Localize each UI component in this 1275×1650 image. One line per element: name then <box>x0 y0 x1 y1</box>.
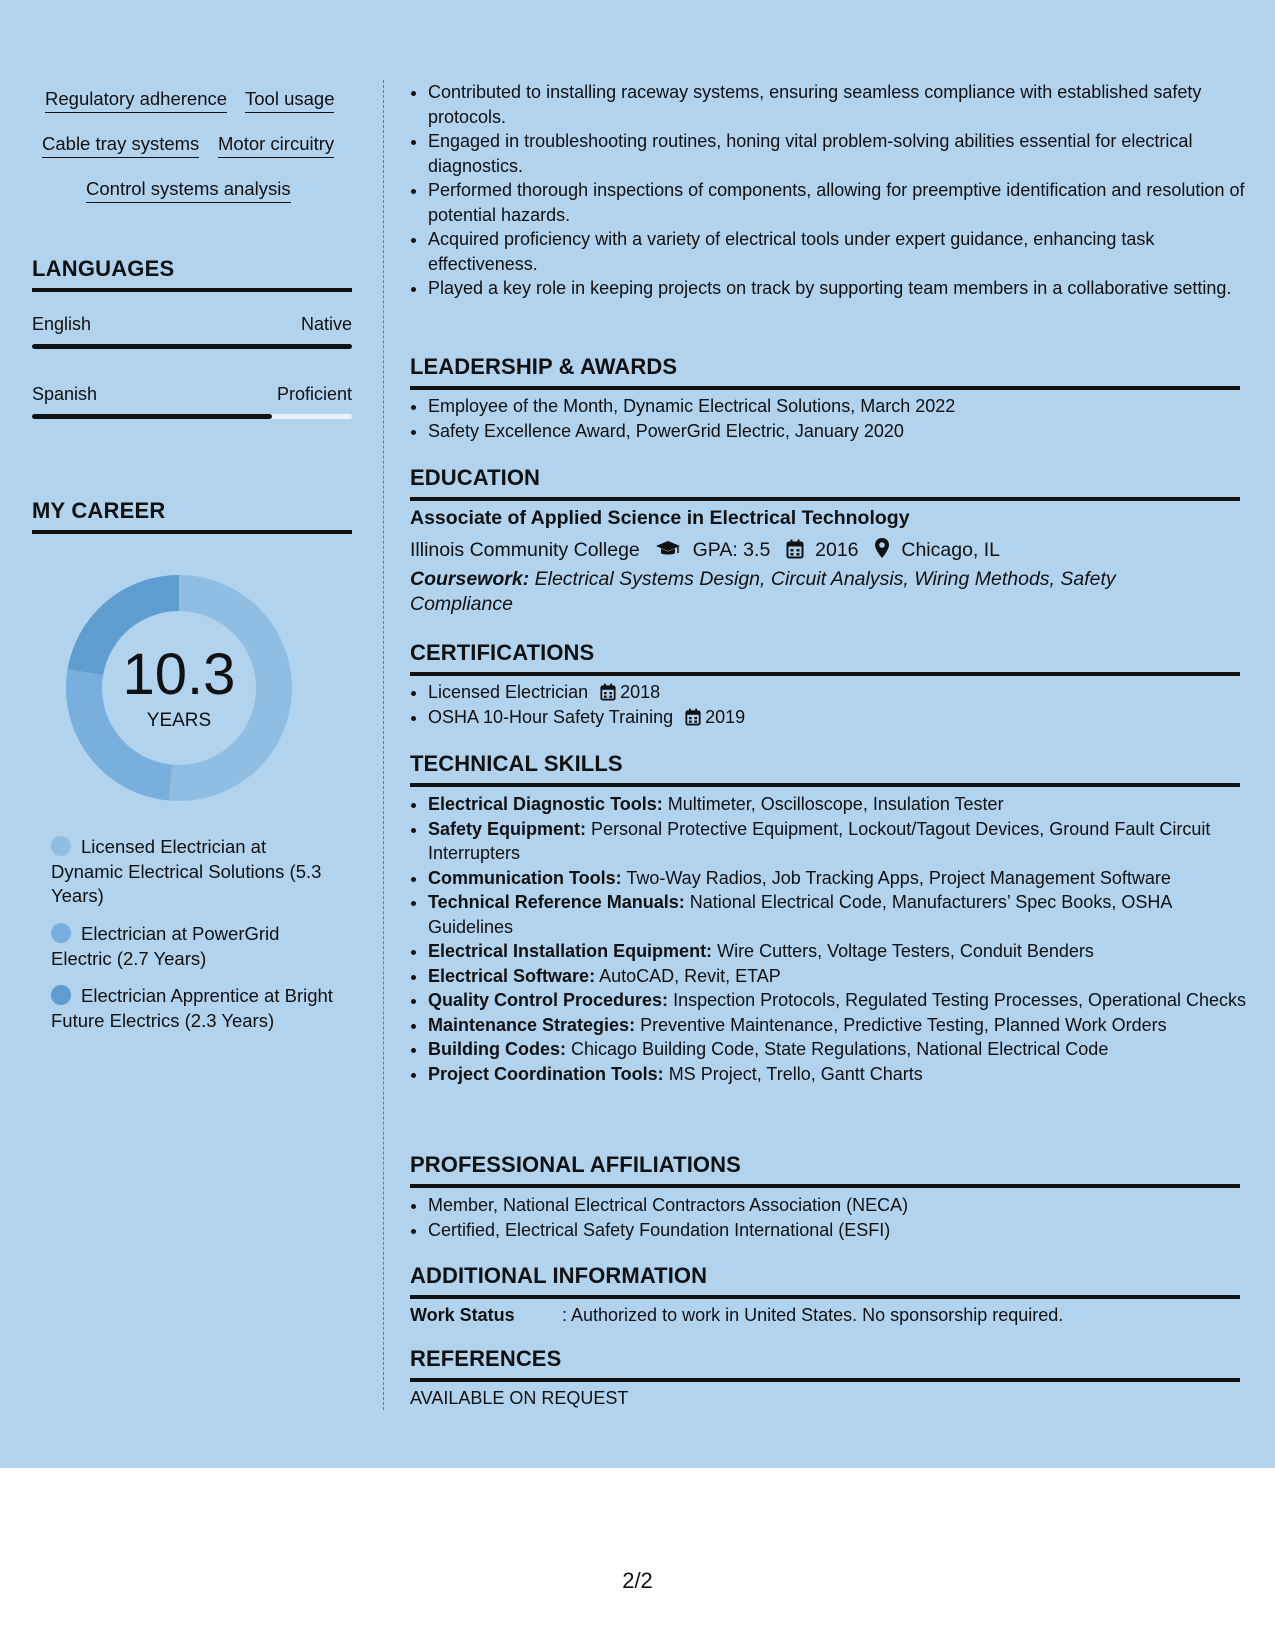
list-item <box>428 817 1258 866</box>
references-text: AVAILABLE ON REQUEST <box>410 1388 629 1408</box>
list-item: • Member, National Electrical Contractors Association (NECA) <box>428 1193 1258 1218</box>
skill-category: Electrical Diagnostic Tools: <box>428 794 663 814</box>
list-item <box>428 1013 1258 1038</box>
skill-tag: Cable tray systems <box>42 133 199 158</box>
legend-dot <box>51 836 71 856</box>
list-item <box>428 1037 1258 1062</box>
skill-values: Preventive Maintenance, Predictive Testing, Planned Work Orders <box>640 1014 1167 1035</box>
graduation-cap-icon <box>655 539 681 559</box>
affiliations-list <box>410 1193 1258 1242</box>
references-title: REFERENCES <box>410 1346 1240 1382</box>
education-meta <box>410 537 1000 562</box>
language-bar-fill <box>32 414 272 419</box>
certification-year: 2018 <box>620 682 661 702</box>
calendar-icon <box>600 683 616 701</box>
skill-values: Two-Way Radios, Job Tracking Apps, Project Management Software <box>626 867 1171 888</box>
skill-values: Personal Protective Equipment, Lockout/Tagout Devices, Ground Fault Circuit Interrupters <box>428 818 1211 863</box>
coursework-text: Electrical Systems Design, Circuit Analysis, Wiring Methods, Safety Compliance <box>410 568 1116 615</box>
list-item <box>428 866 1258 891</box>
leadership-title: LEADERSHIP & AWARDS <box>410 354 1240 390</box>
career-legend-label: Electrician Apprentice at Bright Future Electrics (2.3 Years) <box>51 985 333 1031</box>
leadership-list <box>410 394 1258 443</box>
list-item <box>428 890 1258 939</box>
skill-tag: Control systems analysis <box>86 178 291 203</box>
coursework-label: Coursework: <box>410 568 530 590</box>
skill-tag: Regulatory adherence <box>45 88 227 113</box>
skill-tag: Tool usage <box>245 88 334 113</box>
list-item <box>428 680 1258 705</box>
list-item: • Employee of the Month, Dynamic Electrical Solutions, March 2022 <box>428 394 1258 419</box>
column-divider <box>383 80 384 1410</box>
career-unit: YEARS <box>146 710 212 731</box>
education-gpa: GPA: 3.5 <box>692 539 771 561</box>
languages-title: LANGUAGES <box>32 256 352 292</box>
career-legend-item <box>51 922 341 971</box>
skill-values: MS Project, Trello, Gantt Charts <box>668 1063 923 1084</box>
work-status-value: : Authorized to work in United States. No sponsorship required. <box>562 1305 1064 1325</box>
technical-skills-list <box>410 792 1258 1086</box>
list-item <box>428 988 1258 1013</box>
skill-values: AutoCAD, Revit, ETAP <box>599 965 781 986</box>
calendar-icon <box>786 539 804 559</box>
skill-category: Technical Reference Manuals: <box>428 892 685 912</box>
language-name: English <box>32 314 92 334</box>
work-status-label: Work Status <box>410 1305 515 1325</box>
additional-info-title: ADDITIONAL INFORMATION <box>410 1263 1240 1299</box>
career-legend-item <box>51 835 341 909</box>
technical-skills-title: TECHNICAL SKILLS <box>410 751 1240 787</box>
certifications-list <box>410 680 1258 729</box>
skill-values: Inspection Protocols, Regulated Testing Processes, Operational Checks <box>673 990 1247 1010</box>
legend-dot <box>51 985 71 1005</box>
language-bar <box>32 414 352 419</box>
career-legend-label: Electrician at PowerGrid Electric (2.7 Years) <box>51 923 280 969</box>
list-item: • Played a key role in keeping projects on track by supporting team members in a collaborative setting. <box>428 276 1258 301</box>
list-item <box>428 939 1258 964</box>
skill-values: Wire Cutters, Voltage Testers, Conduit Benders <box>717 941 1094 961</box>
list-item: • Certified, Electrical Safety Foundation International (ESFI) <box>428 1218 1258 1243</box>
list-item <box>428 964 1258 989</box>
list-item <box>428 1062 1258 1087</box>
certifications-title: CERTIFICATIONS <box>410 640 1240 676</box>
list-item <box>428 705 1258 730</box>
education-year: 2016 <box>815 539 859 561</box>
skill-values: Chicago Building Code, State Regulations, National Electrical Code <box>571 1039 1109 1059</box>
certification-name: Licensed Electrician <box>428 682 589 702</box>
work-status-row <box>410 1303 1063 1327</box>
skill-category: Project Coordination Tools: <box>428 1063 664 1084</box>
list-item: • Safety Excellence Award, PowerGrid Electric, January 2020 <box>428 419 1258 444</box>
language-level: Proficient <box>276 384 352 404</box>
list-item <box>428 792 1258 817</box>
list-item: • Engaged in troubleshooting routines, honing vital problem-solving abilities essential for electrical diagnostics. <box>428 129 1258 178</box>
skill-category: Electrical Software: <box>428 965 596 986</box>
career-legend-item <box>51 984 341 1033</box>
skill-category: Building Codes: <box>428 1039 566 1059</box>
page-number: 2/2 <box>622 1568 653 1593</box>
list-item: • Performed thorough inspections of components, allowing for preemptive identification and resolution of potential hazards. <box>428 178 1258 227</box>
experience-bullets <box>410 80 1258 301</box>
location-pin-icon <box>874 537 890 559</box>
list-item: • Contributed to installing raceway systems, ensuring seamless compliance with established safety protocols. <box>428 80 1258 129</box>
education-title: EDUCATION <box>410 465 1240 501</box>
legend-dot <box>51 923 71 943</box>
skill-category: Electrical Installation Equipment: <box>428 941 713 961</box>
career-total: 10.3 <box>122 642 236 707</box>
language-bar <box>32 344 352 349</box>
certification-year: 2019 <box>705 706 746 727</box>
career-legend-label: Licensed Electrician at Dynamic Electrical Solutions (5.3 Years) <box>51 836 322 906</box>
skill-category: Maintenance Strategies: <box>428 1014 636 1035</box>
language-bar-fill <box>32 344 352 349</box>
career-title: MY CAREER <box>32 498 352 534</box>
skill-category: Safety Equipment: <box>428 818 587 839</box>
language-name: Spanish <box>32 384 98 404</box>
skill-values: National Electrical Code, Manufacturers’ Spec Books, OSHA Guidelines <box>428 892 1172 937</box>
language-level: Native <box>300 314 352 334</box>
education-coursework <box>410 567 1170 616</box>
skill-tag: Motor circuitry <box>218 133 334 158</box>
calendar-icon <box>685 708 701 726</box>
list-item: • Acquired proficiency with a variety of electrical tools under expert guidance, enhancing task effectiveness. <box>428 227 1258 276</box>
affiliations-title: PROFESSIONAL AFFILIATIONS <box>410 1152 1240 1188</box>
certification-name: OSHA 10-Hour Safety Training <box>428 706 674 727</box>
skill-category: Quality Control Procedures: <box>428 990 669 1010</box>
education-school: Illinois Community College <box>410 539 640 561</box>
skill-values: Multimeter, Oscilloscope, Insulation Tester <box>667 794 1004 814</box>
skill-category: Communication Tools: <box>428 867 622 888</box>
education-degree: Associate of Applied Science in Electrical Technology <box>410 507 910 529</box>
education-location: Chicago, IL <box>901 539 1001 561</box>
